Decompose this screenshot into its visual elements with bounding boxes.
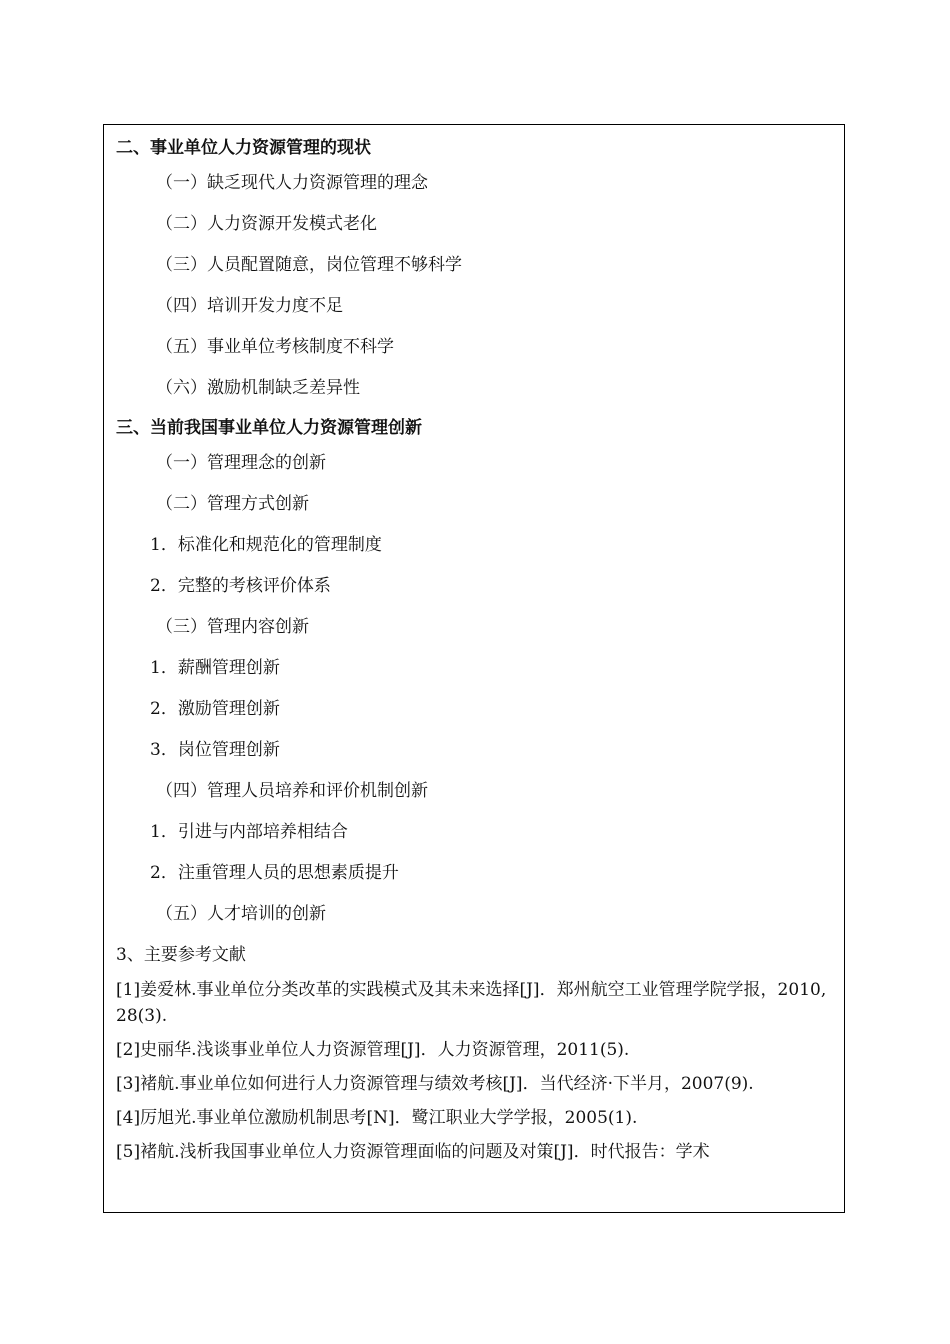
innovation-line: （二）管理方式创新 [156, 494, 309, 514]
innovation-line: 2．激励管理创新 [150, 699, 280, 719]
status-item-4: （四）培训开发力度不足 [156, 296, 343, 316]
innovation-line: 1．标准化和规范化的管理制度 [150, 535, 382, 555]
innovation-line: 2．注重管理人员的思想素质提升 [150, 863, 399, 883]
status-item-1: （一）缺乏现代人力资源管理的理念 [156, 173, 428, 193]
status-item-3: （三）人员配置随意，岗位管理不够科学 [156, 255, 462, 275]
innovation-line: 1．薪酬管理创新 [150, 658, 280, 678]
content-table-cell [103, 124, 845, 1213]
status-item-2: （二）人力资源开发模式老化 [156, 214, 377, 234]
innovation-line: （三）管理内容创新 [156, 617, 309, 637]
reference-item: [1]姜爱林.事业单位分类改革的实践模式及其未来选择[J]．郑州航空工业管理学院学报，2010,28(3). [116, 980, 827, 1026]
reference-item: [3]褚航.事业单位如何进行人力资源管理与绩效考核[J]．当代经济·下半月，2007(9). [116, 1074, 754, 1094]
status-item-6: （六）激励机制缺乏差异性 [156, 378, 360, 398]
innovation-line: 1．引进与内部培养相结合 [150, 822, 348, 842]
references-heading: 3、主要参考文献 [116, 945, 246, 965]
status-item-5: （五）事业单位考核制度不科学 [156, 337, 394, 357]
reference-item: [2]史丽华.浅谈事业单位人力资源管理[J]．人力资源管理，2011(5). [116, 1040, 630, 1060]
innovation-line: （五）人才培训的创新 [156, 904, 326, 924]
innovation-line: 2．完整的考核评价体系 [150, 576, 331, 596]
section-heading-innovation: 三、当前我国事业单位人力资源管理创新 [116, 418, 422, 438]
reference-item: [4]厉旭光.事业单位激励机制思考[N]．鹭江职业大学学报，2005(1). [116, 1108, 638, 1128]
section-heading-status: 二、事业单位人力资源管理的现状 [116, 138, 371, 158]
reference-item: [5]褚航.浅析我国事业单位人力资源管理面临的问题及对策[J]．时代报告：学术 [116, 1142, 710, 1162]
innovation-line: （四）管理人员培养和评价机制创新 [156, 781, 428, 801]
innovation-line: 3．岗位管理创新 [150, 740, 280, 760]
reference-list [116, 977, 836, 1173]
innovation-line: （一）管理理念的创新 [156, 453, 326, 473]
